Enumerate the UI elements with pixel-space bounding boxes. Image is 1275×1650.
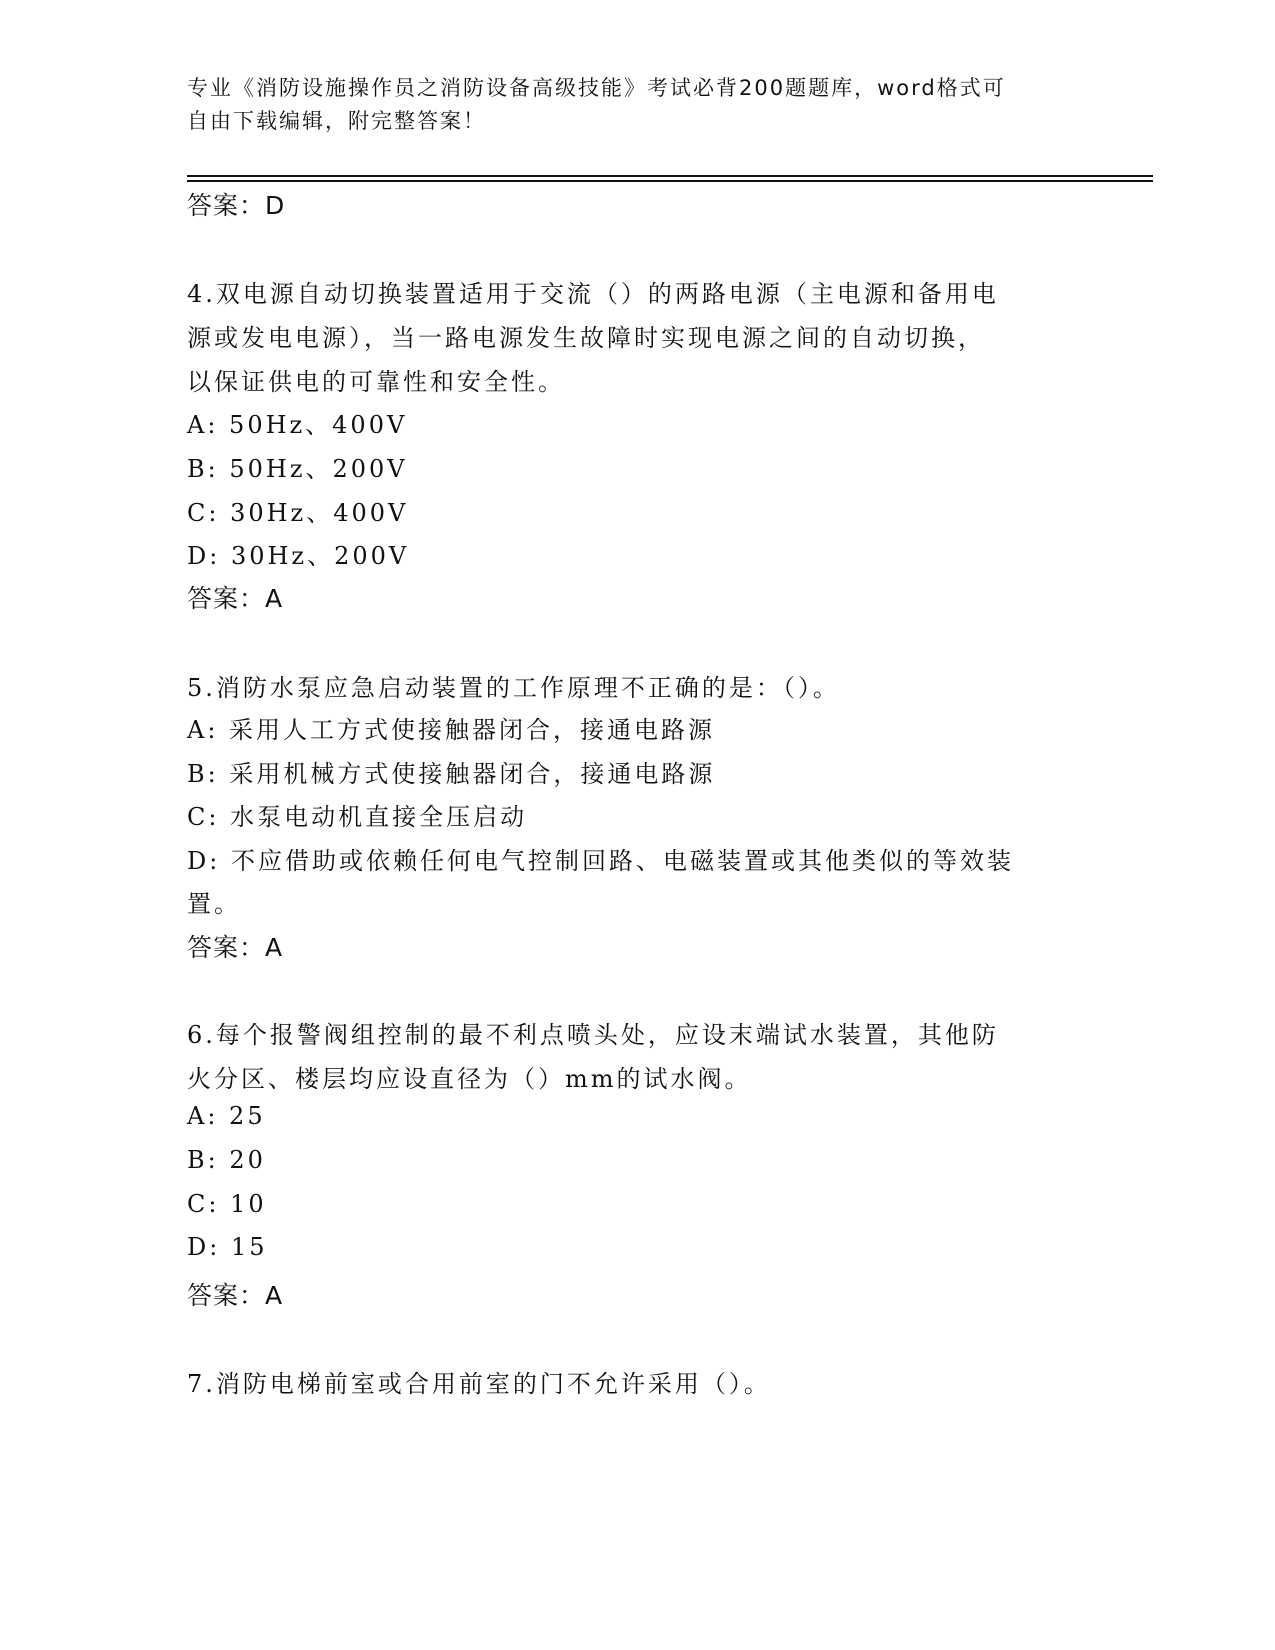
question-6-option-c: C: 10: [187, 1190, 267, 1218]
question-4-answer: 答案：A: [187, 584, 284, 613]
question-6-answer: 答案：A: [187, 1281, 284, 1310]
question-7-stem-line-1: 7.消防电梯前室或合用前室的门不允许采用（）。: [187, 1370, 771, 1398]
question-6-option-a: A: 25: [187, 1102, 266, 1130]
header-line-2: 自由下载编辑，附完整答案！: [187, 109, 486, 133]
question-5-stem-line-1: 5.消防水泵应急启动装置的工作原理不正确的是：（）。: [187, 674, 840, 702]
question-5-option-c: C: 水泵电动机直接全压启动: [187, 803, 528, 831]
question-4-option-a: A: 50Hz、400V: [187, 411, 408, 439]
header-rule-top: [187, 175, 1153, 177]
question-4-stem-line-1: 4.双电源自动切换装置适用于交流（）的两路电源（主电源和备用电: [187, 280, 999, 308]
question-5-option-d-line-2: 置。: [187, 890, 241, 918]
header-line-1: 专业《消防设施操作员之消防设备高级技能》考试必背200题题库，word格式可: [187, 76, 1006, 100]
question-5-option-a: A: 采用人工方式使接触器闭合，接通电路源: [187, 716, 716, 744]
question-5-option-b: B: 采用机械方式使接触器闭合，接通电路源: [187, 760, 716, 788]
question-5-answer: 答案：A: [187, 933, 284, 962]
question-6-stem-line-1: 6.每个报警阀组控制的最不利点喷头处，应设末端试水装置，其他防: [187, 1021, 999, 1049]
question-6-option-b: B: 20: [187, 1146, 266, 1174]
question-4-option-b: B: 50Hz、200V: [187, 455, 408, 483]
question-4-option-c: C: 30Hz、400V: [187, 499, 409, 527]
question-4-stem-line-3: 以保证供电的可靠性和安全性。: [187, 368, 565, 396]
answer-previous: 答案：D: [187, 191, 286, 220]
question-6-stem-line-2: 火分区、楼层均应设直径为（）mm的试水阀。: [187, 1065, 752, 1093]
document-header: [187, 72, 1067, 138]
question-4-option-d: D: 30Hz、200V: [187, 542, 410, 570]
question-5-option-d-line-1: D: 不应借助或依赖任何电气控制回路、电磁装置或其他类似的等效装: [187, 847, 1014, 875]
header-rule-bottom: [187, 180, 1153, 182]
question-4-stem-line-2: 源或发电电源），当一路电源发生故障时实现电源之间的自动切换，: [187, 324, 985, 352]
question-6-option-d: D: 15: [187, 1233, 268, 1261]
